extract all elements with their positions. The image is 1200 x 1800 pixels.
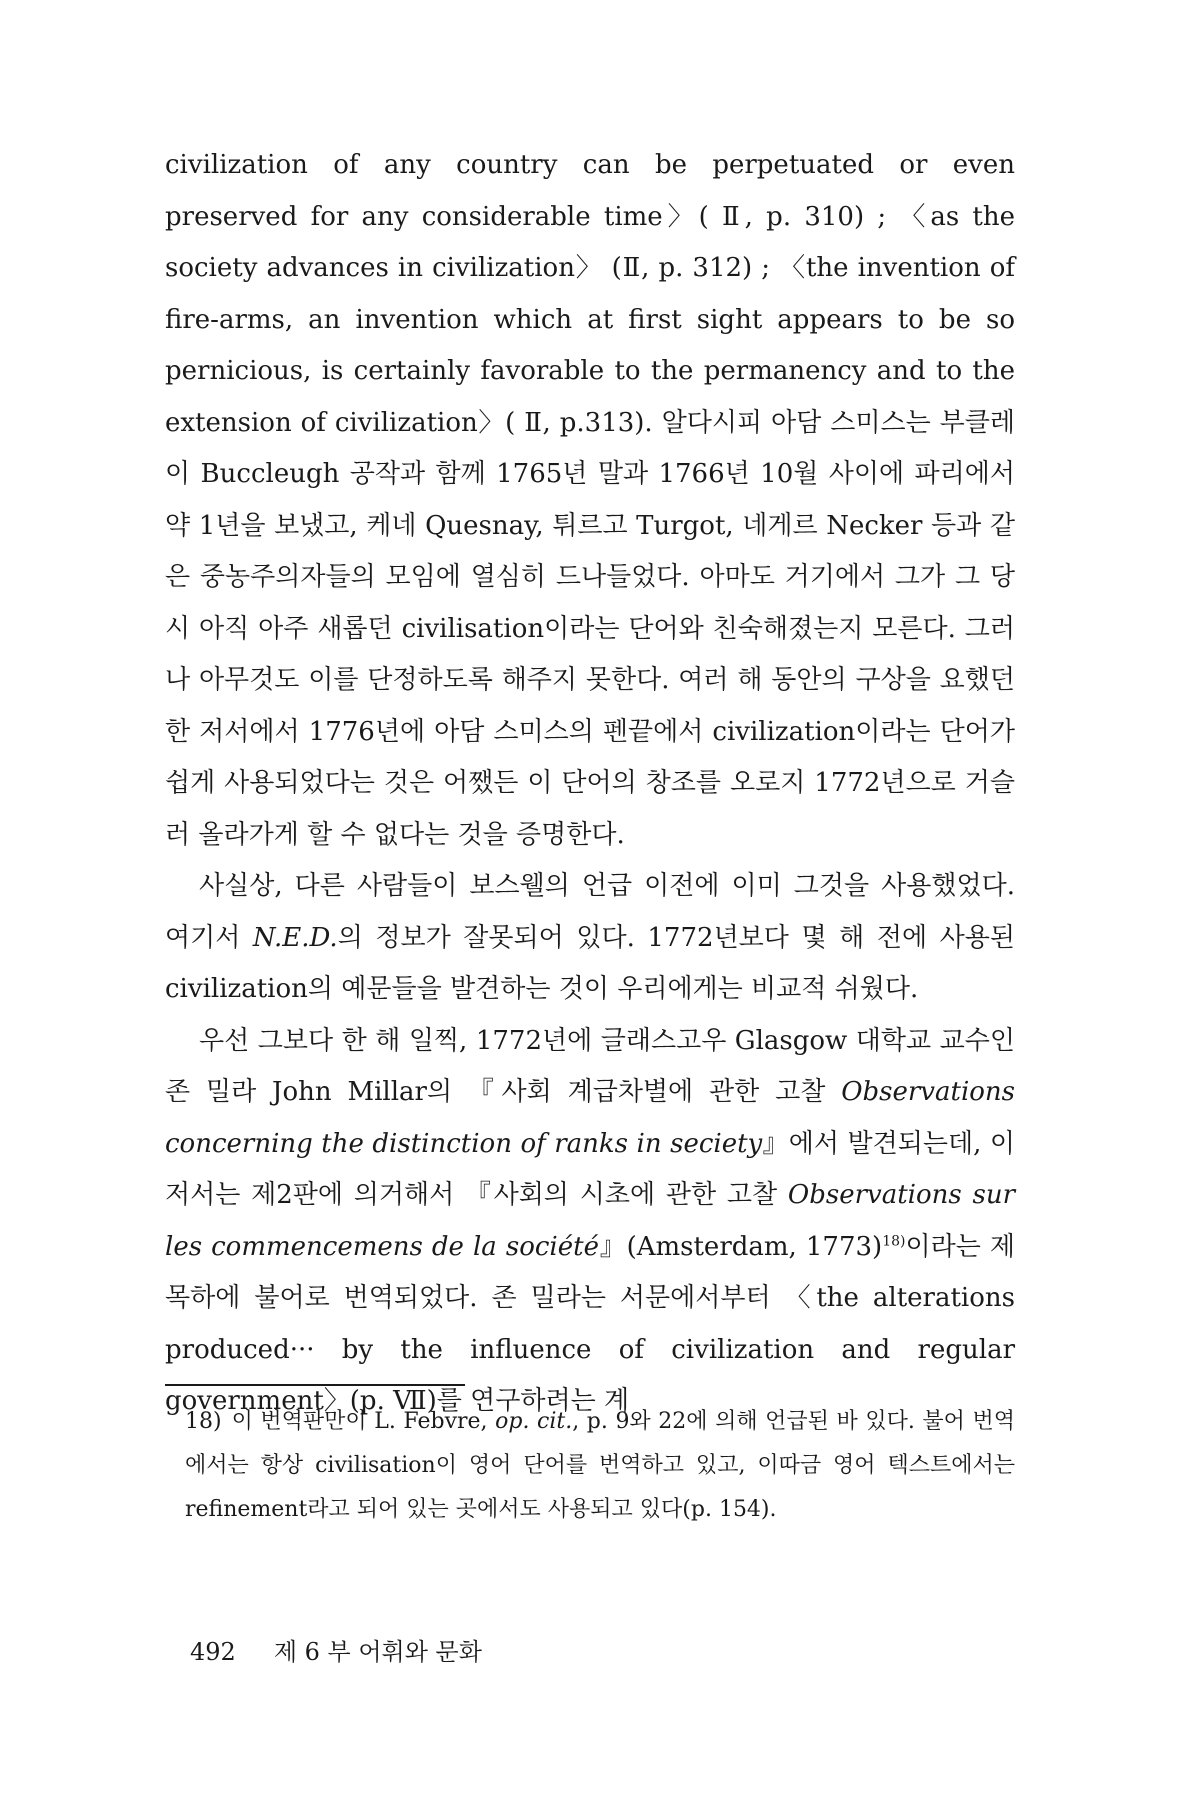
- footnote-text: [185, 1409, 1015, 1522]
- paragraph-1: [165, 140, 1015, 861]
- text-segment: N.E.D.: [252, 922, 338, 953]
- text-segment: 의 정보가 잘못되어 있다. 1772년보다 몇 해 전에 사용된 civilization의 예문들을 발견하는 것이 우리에게는 비교적 쉬웠다.: [165, 922, 1015, 1004]
- paragraph-3: [165, 1016, 1015, 1428]
- footnote-number: 18): [185, 1409, 222, 1434]
- footnote-segment: op. cit.: [495, 1409, 573, 1434]
- text-segment: 이라는 제목하에 불어로 번역되었다. 존 밀라는 서문에서부터 〈the alterations produced··· by the influence of civilization and regular government〉(p. Ⅶ)를 연구하려는 계: [165, 1231, 1015, 1416]
- text-segment: 18): [882, 1232, 906, 1249]
- footnote-segment: 이 번역판만이 L. Febvre,: [231, 1409, 496, 1434]
- text-segment: 』(Amsterdam, 1773): [598, 1231, 883, 1262]
- text-segment: 』에서 발견되는데, 이 저서는 제2판에 의거해서 『사회의 시초에 관한 고찰: [165, 1128, 1015, 1210]
- text-segment: 우선 그보다 한 해 일찍, 1772년에 글래스고우 Glasgow 대학교 교수인 존 밀라 John Millar의 『사회 계급차별에 관한 고찰: [165, 1025, 1015, 1107]
- footnote-18: [185, 1400, 1015, 1532]
- text-segment: civilization of any country can be perpetuated or even preserved for any considerable time〉( Ⅱ, p. 310) ; 〈as the society advances in civilization〉 (Ⅱ, p. 312) ; 〈the invention of fire-arms, an invention which at first sight appears to be so pernicious, is certainly favorable to the permanency and to the extension of civilization〉( Ⅱ, p.313). 알다시피 아담 스미스는 부클레이 Buccleugh 공작과 함께 1765년 말과 1766년 10월 사이에 파리에서 약 1년을 보냈고, 케네 Quesnay, 튀르고 Turgot, 네게르 Necker 등과 같은 중농주의자들의 모임에 열심히 드나들었다. 아마도 거기에서 그가 그 당시 아직 아주 새롭던 civilisation이라는 단어와 친숙해졌는지 모른다. 그러나 아무것도 이를 단정하도록 해주지 못한다. 여러 해 동안의 구상을 요했던 한 저서에서 1776년에 아담 스미스의 펜끝에서 civilization이라는 단어가 쉽게 사용되었다는 것은 어쨌든 이 단어의 창조를 오로지 1772년으로 거슬러 올라가게 할 수 없다는 것을 증명한다.: [165, 150, 1015, 850]
- footnote-segment: , p. 9와 22에 의해 언급된 바 있다. 불어 번역에서는 항상 civilisation이 영어 단어를 번역하고 있고, 이따금 영어 텍스트에서는 refinement라고 되어 있는 곳에서도 사용되고 있다(p. 154).: [185, 1409, 1015, 1522]
- text-segment: Observations sur les commencemens de la société: [165, 1180, 1016, 1262]
- section-title: 제 6 부 어휘와 문화: [273, 1638, 482, 1666]
- footnote-divider: [165, 1384, 465, 1386]
- body-text: [165, 140, 1015, 1428]
- page-footer: [190, 1632, 482, 1667]
- text-segment: 사실상, 다른 사람들이 보스웰의 언급 이전에 이미 그것을 사용했었다. 여기서: [165, 871, 1015, 953]
- paragraph-2: [165, 861, 1015, 1016]
- text-segment: Observations concerning the distinction of ranks in seciety: [165, 1077, 1015, 1159]
- page-number: 492: [190, 1638, 236, 1666]
